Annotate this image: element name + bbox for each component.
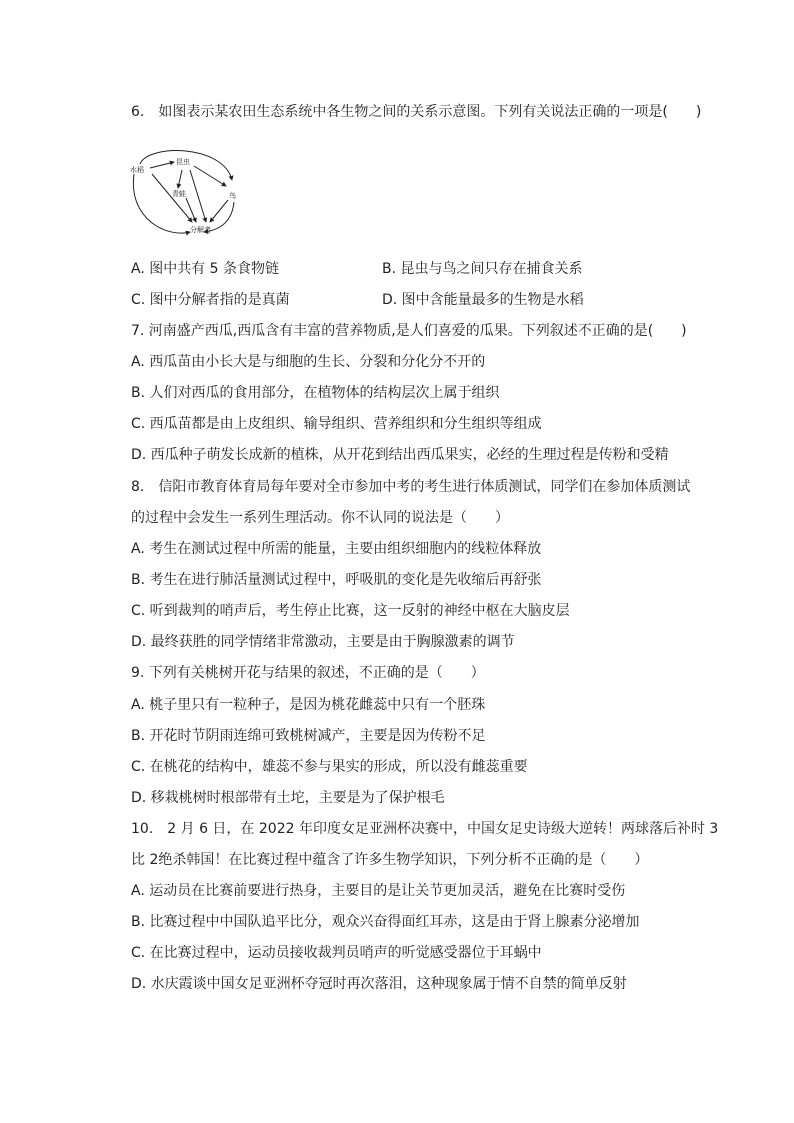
node-bird: 鸟 bbox=[229, 192, 236, 200]
q7-option-d: D. 西瓜种子萌发长成新的植株，从开花到结出西瓜果实，必经的生理过程是传粉和受精 bbox=[131, 447, 669, 463]
q9-option-c: C. 在桃花的结构中，雄蕊不参与果实的形成，所以没有雌蕊重要 bbox=[131, 759, 528, 775]
q8-option-c: C. 听到裁判的哨声后，考生停止比赛，这一反射的神经中枢在大脑皮层 bbox=[131, 603, 570, 619]
arrow-insect-to-bird bbox=[194, 166, 226, 186]
arrow-rice-to-insect bbox=[150, 162, 174, 168]
node-frog: 青蛙 bbox=[172, 190, 186, 198]
q8-option-a: A. 考生在测试过程中所需的能量，主要由组织细胞内的线粒体释放 bbox=[131, 541, 542, 557]
q6-option-a: A. 图中共有 5 条食物链 bbox=[131, 261, 280, 277]
q6-option-d: D. 图中含能量最多的生物是水稻 bbox=[382, 292, 584, 308]
q8-stem-line1: 8. 信阳市教育体育局每年要对全市参加中考的考生进行体质测试，同学们在参加体质测试 bbox=[131, 479, 691, 495]
q9-option-d: D. 移栽桃树时根部带有土坨，主要是为了保护根毛 bbox=[131, 790, 445, 806]
q9-option-a: A. 桃子里只有一粒种子，是因为桃花雌蕊中只有一个胚珠 bbox=[131, 697, 486, 713]
q6-stem: 6. 如图表示某农田生态系统中各生物之间的关系示意图。下列有关说法正确的一项是( ) bbox=[131, 104, 702, 120]
node-decomposer: 分解者 bbox=[190, 226, 211, 234]
q6-option-b: B. 昆虫与鸟之间只存在捕食关系 bbox=[382, 261, 583, 277]
q10-option-d: D. 水庆霞谈中国女足亚洲杯夺冠时再次落泪，这种现象属于情不自禁的简单反射 bbox=[131, 976, 627, 992]
q10-option-c: C. 在比赛过程中，运动员接收裁判员哨声的听觉感受器位于耳蜗中 bbox=[131, 945, 542, 961]
q8-option-d: D. 最终获胜的同学情绪非常激动，主要是由于胸腺激素的调节 bbox=[131, 634, 515, 650]
q7-option-c: C. 西瓜苗都是由上皮组织、输导组织、营养组织和分生组织等组成 bbox=[131, 416, 542, 432]
q6-option-c: C. 图中分解者指的是真菌 bbox=[131, 292, 290, 308]
arrow-frog-to-decomposer bbox=[186, 198, 196, 222]
node-insect: 昆虫 bbox=[176, 158, 190, 166]
q7-stem: 7. 河南盛产西瓜,西瓜含有丰富的营养物质,是人们喜爱的瓜果。下列叙述不正确的是( ) bbox=[131, 323, 687, 339]
arrow-bird-to-decomposer bbox=[210, 200, 228, 222]
arc-rice-to-decomposer bbox=[133, 174, 190, 233]
node-rice: 水稻 bbox=[130, 166, 144, 174]
arrow-insect-to-frog bbox=[178, 170, 182, 188]
q10-stem-line1: 10. 2 月 6 日，在 2022 年印度女足亚洲杯决赛中，中国女足史诗级大逆转！两球落后补时 3 bbox=[131, 821, 719, 837]
food-web-diagram bbox=[128, 150, 243, 242]
q10-option-a: A. 运动员在比赛前要进行热身，主要目的是让关节更加灵活，避免在比赛时受伤 bbox=[131, 883, 626, 899]
q9-option-b: B. 开花时节阴雨连绵可致桃树减产，主要是因为传粉不足 bbox=[131, 728, 486, 744]
q10-stem-line2: 比 2绝杀韩国！在比赛过程中蕴含了许多生物学知识，下列分析不正确的是（ ） bbox=[131, 852, 649, 868]
q10-option-b: B. 比赛过程中中国队追平比分，观众兴奋得面红耳赤，这是由于肾上腺素分泌增加 bbox=[131, 914, 640, 930]
q9-stem: 9. 下列有关桃树开花与结果的叙述，不正确的是（ ） bbox=[131, 665, 485, 681]
q7-option-b: B. 人们对西瓜的食用部分，在植物体的结构层次上属于组织 bbox=[131, 385, 500, 401]
q8-option-b: B. 考生在进行肺活量测试过程中，呼吸肌的变化是先收缩后再舒张 bbox=[131, 572, 542, 588]
q7-option-a: A. 西瓜苗由小长大是与细胞的生长、分裂和分化分不开的 bbox=[131, 354, 486, 370]
q8-stem-line2: 的过程中会发生一系列生理活动。你不认同的说法是（ ） bbox=[131, 510, 509, 526]
